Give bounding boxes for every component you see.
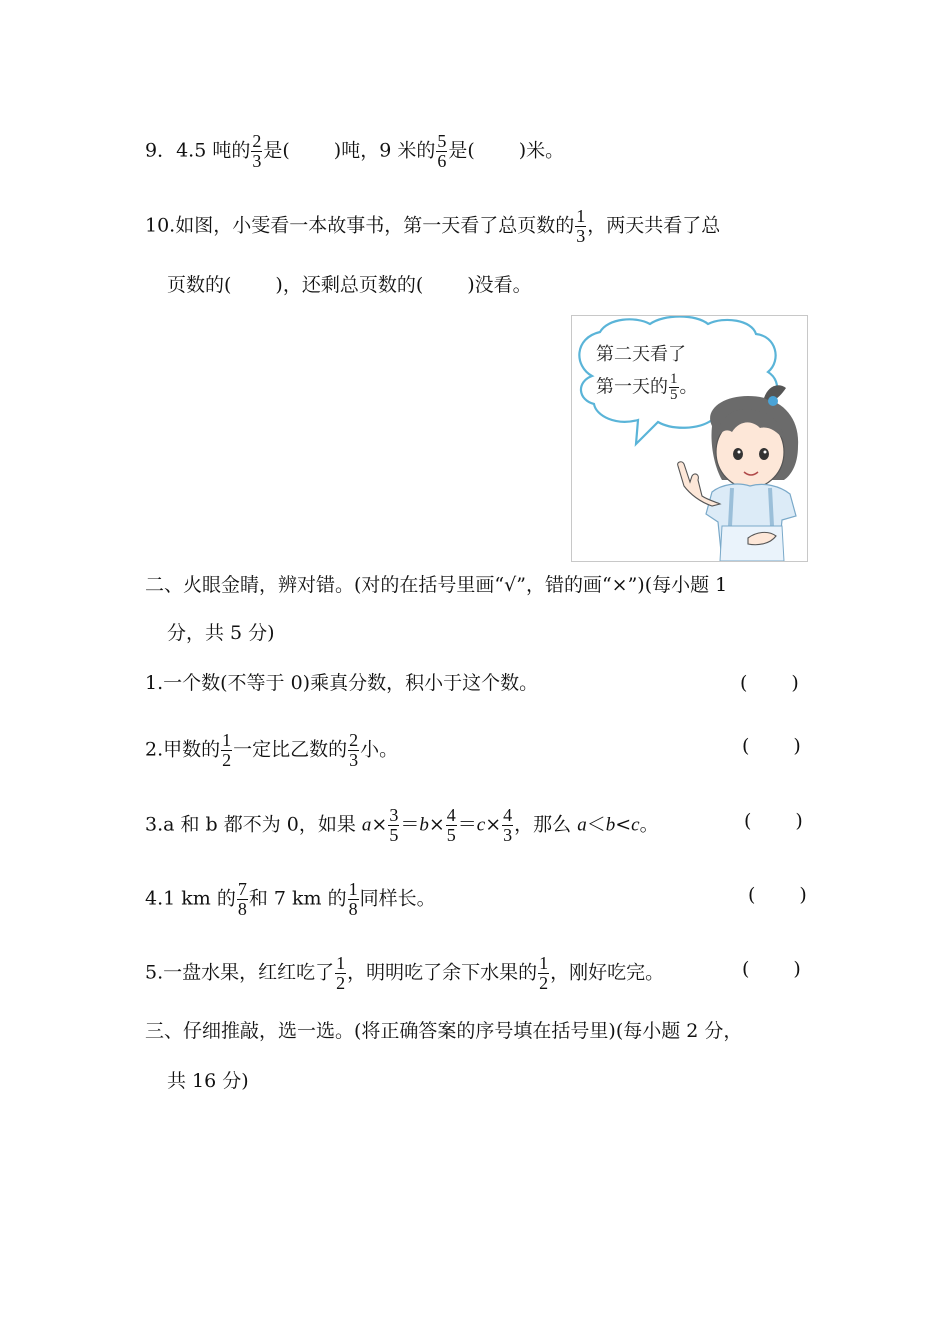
bubble-line-1: 第二天看了 — [596, 344, 686, 365]
answer-parentheses[interactable]: ( ) — [740, 672, 799, 694]
bubble-line-2: 第一天的 $\frac{1}{5}$ 。 — [596, 371, 698, 403]
judge-item-3: 3.a 和 b 都不为 0，如果 a× $\frac{3}{5}$ ＝b× $\frac{4}{5}$ ＝c× $\frac{4}{3}$ ，那么 a＜b<c。 — [145, 805, 659, 845]
girl-illustration — [571, 315, 808, 562]
judge-item-2: 2.甲数的 $\frac{1}{2}$ 一定比乙数的 $\frac{2}{3}$ 小。 — [145, 730, 399, 770]
fraction: $\frac{1}{2}$ — [222, 730, 232, 770]
judge-item-5: 5.一盘水果，红红吃了 $\frac{1}{2}$ ，明明吃了余下水果的 $\frac{1}{2}$ ，刚好吃完。 — [145, 953, 665, 993]
section-2-heading-line2: 分，共 5 分) — [167, 622, 275, 644]
answer-parentheses[interactable]: ( ) — [744, 810, 803, 832]
fraction: $\frac{1}{3}$ — [576, 206, 586, 246]
section-2-heading: 二、火眼金睛，辨对错。(对的在括号里画“√”，错的画“×”)(每小题 1 — [145, 574, 728, 596]
question-9: 9．4.5 吨的 $\frac{2}{3}$ 是( )吨，9 米的 $\frac{5}{6}$ 是( )米。 — [145, 131, 565, 171]
fraction: $\frac{1}{5}$ — [670, 371, 678, 403]
fraction: $\frac{2}{3}$ — [349, 730, 359, 770]
judge-item-4: 4.1 km 的 $\frac{7}{8}$ 和 7 km 的 $\frac{1}{8}$ 同样长。 — [145, 879, 436, 919]
question-10: 10.如图，小雯看一本故事书，第一天看了总页数的 $\frac{1}{3}$ ，两天共看了总 — [145, 206, 721, 246]
answer-parentheses[interactable]: ( ) — [748, 884, 807, 906]
fraction: $\frac{4}{3}$ — [503, 805, 513, 845]
section-3-heading-line2: 共 16 分) — [167, 1070, 249, 1092]
fraction: $\frac{1}{2}$ — [539, 953, 549, 993]
fraction: $\frac{7}{8}$ — [237, 879, 247, 919]
judge-item-1: 1.一个数(不等于 0)乘真分数，积小于这个数。 — [145, 672, 539, 694]
fraction: $\frac{2}{3}$ — [252, 131, 262, 171]
section-3-heading: 三、仔细推敲，选一选。(将正确答案的序号填在括号里)(每小题 2 分， — [145, 1020, 743, 1042]
fraction: $\frac{3}{5}$ — [389, 805, 399, 845]
question-10-line2: 页数的( )，还剩总页数的( )没看。 — [167, 274, 532, 296]
fraction: $\frac{1}{8}$ — [348, 879, 358, 919]
fraction: $\frac{4}{5}$ — [446, 805, 456, 845]
answer-parentheses[interactable]: ( ) — [742, 735, 801, 757]
fraction: $\frac{1}{2}$ — [336, 953, 346, 993]
answer-parentheses[interactable]: ( ) — [742, 958, 801, 980]
fraction: $\frac{5}{6}$ — [437, 131, 447, 171]
